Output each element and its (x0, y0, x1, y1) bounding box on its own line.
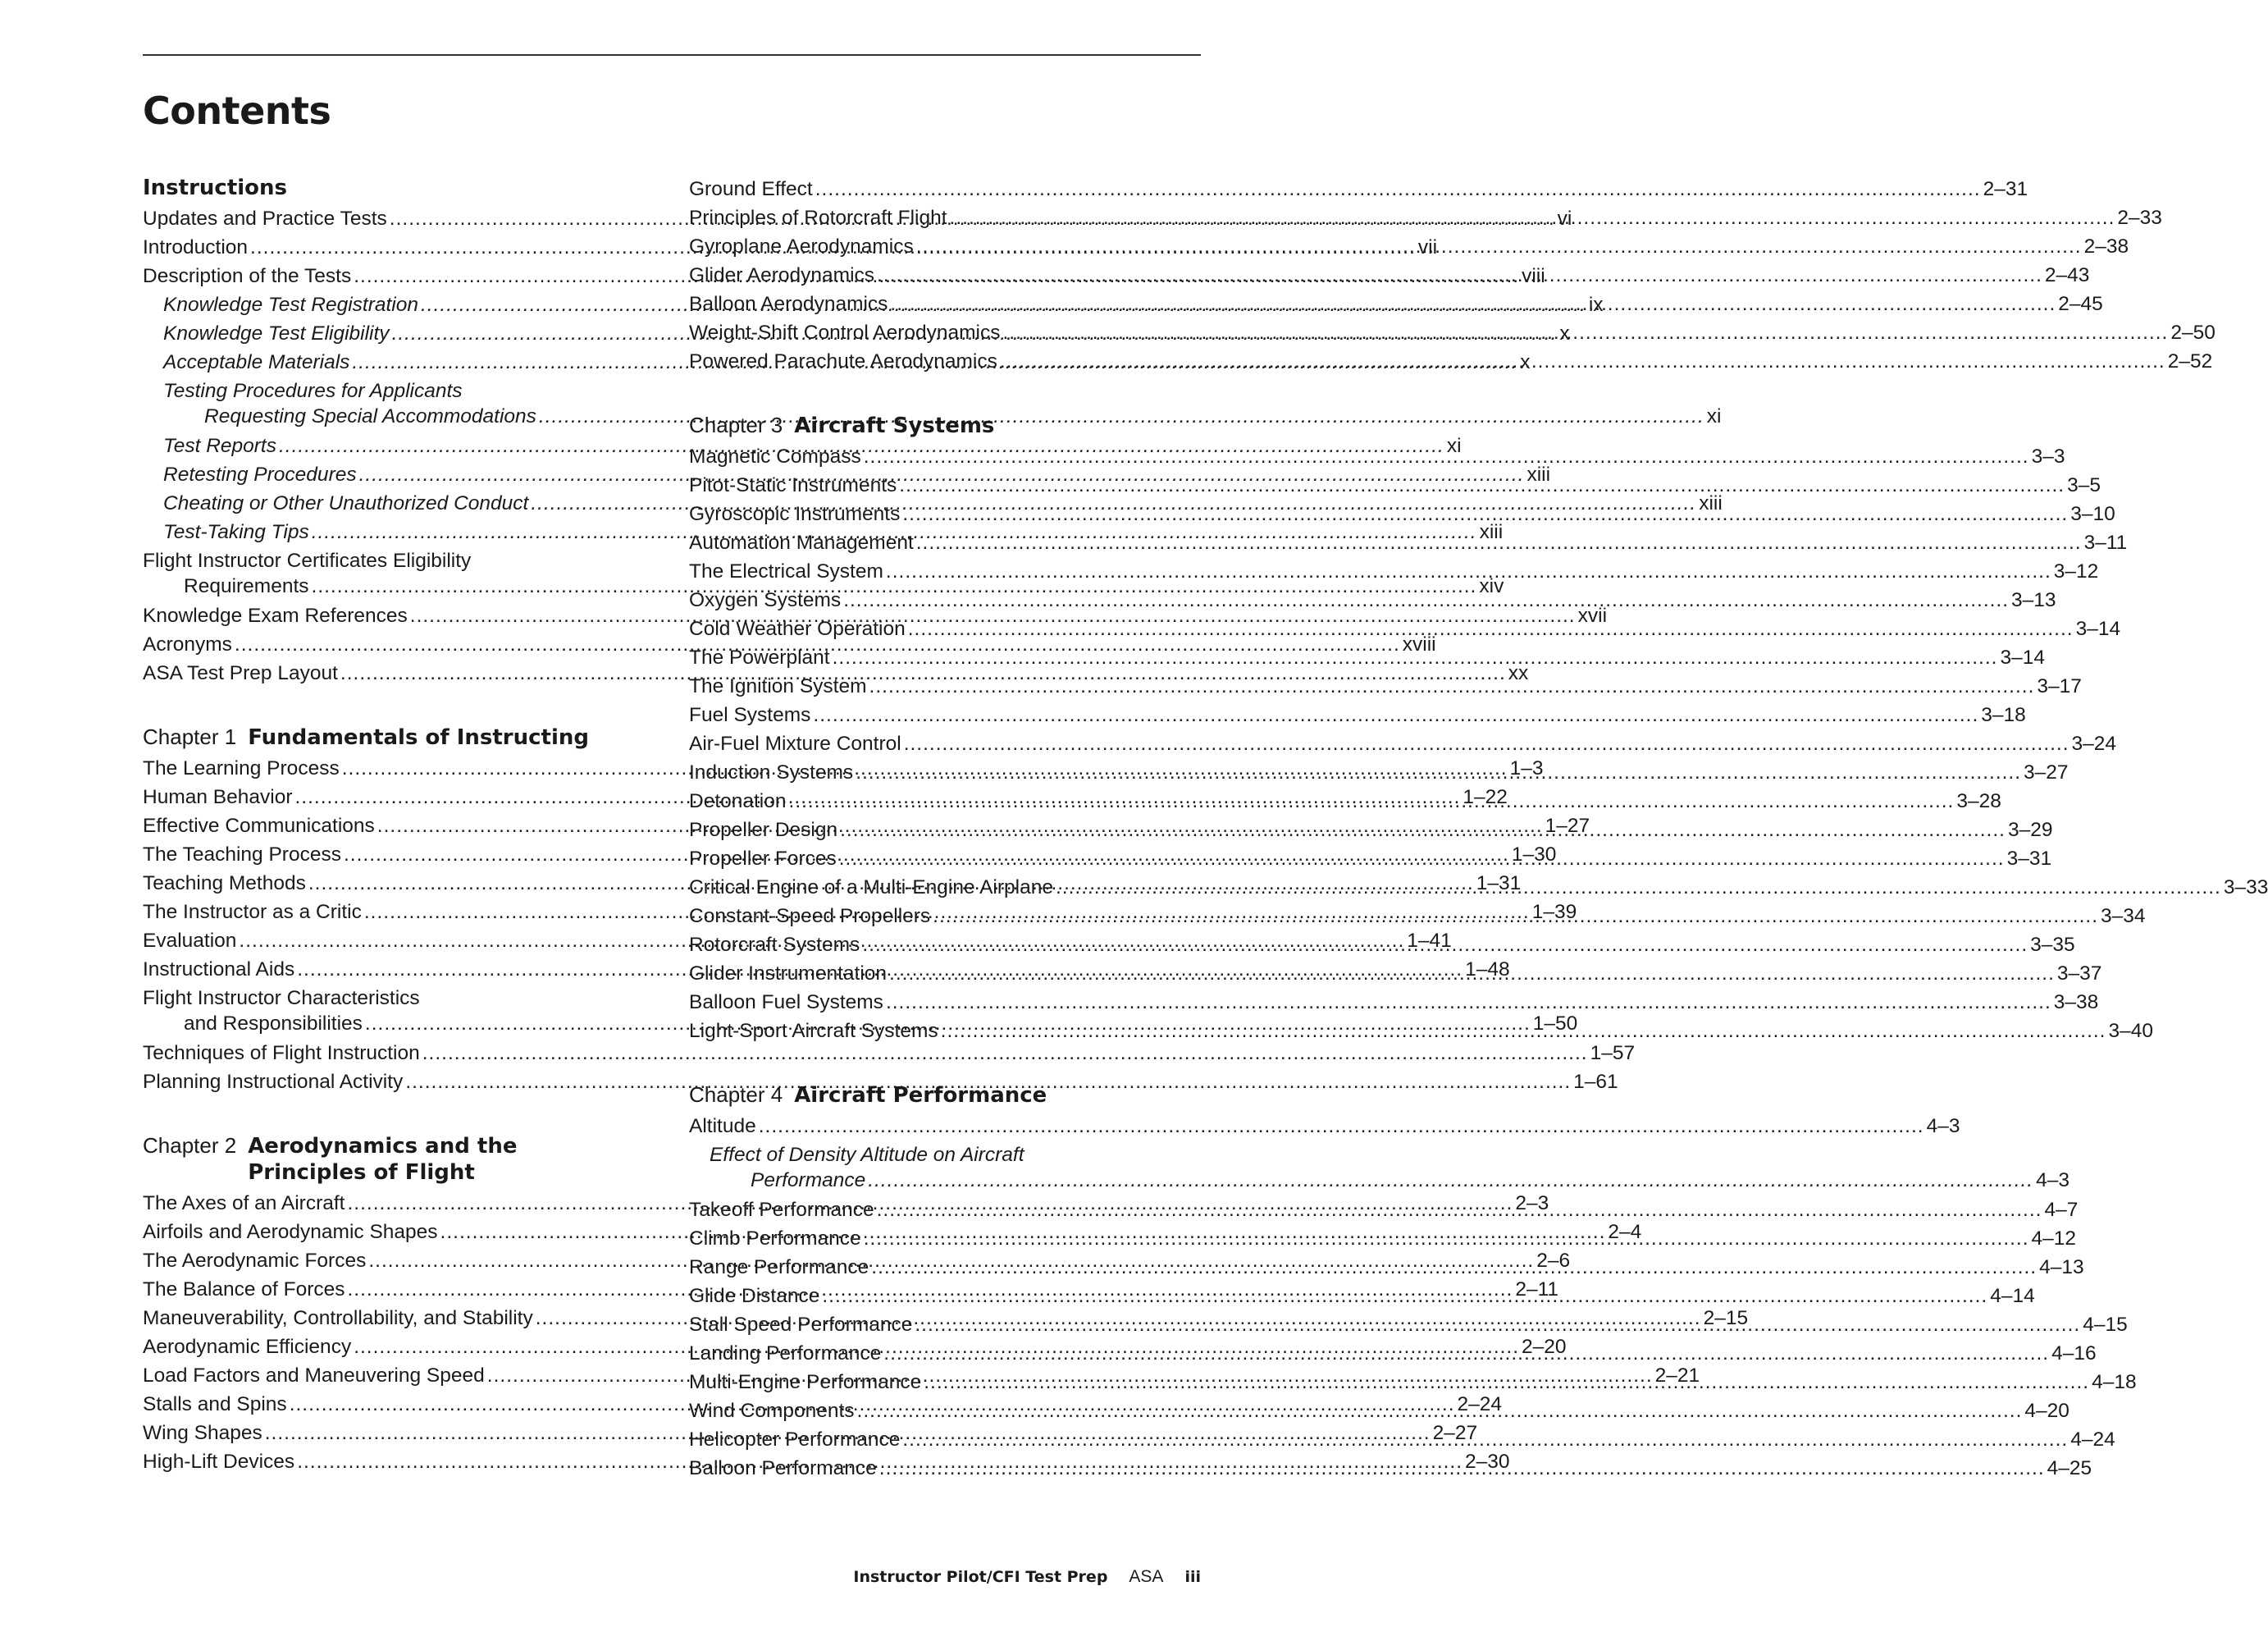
dot-leader (950, 203, 2115, 232)
chapter-title: Aircraft Performance (794, 1083, 1047, 1108)
dot-leader (833, 643, 1998, 672)
entry-page: 3–13 (2011, 589, 2056, 611)
dot-leader (856, 758, 2021, 787)
chapter-title-line: Aerodynamics and the (248, 1134, 518, 1159)
dot-leader (915, 1310, 2080, 1339)
dot-leader (933, 902, 2098, 930)
dot-leader (902, 500, 2068, 528)
entry-page: xiii (1479, 521, 1504, 543)
entry-page: 3–14 (2075, 618, 2121, 640)
entry-label: Introduction (143, 236, 249, 258)
toc-entry[interactable] (689, 988, 2099, 1017)
entry-label: High-Lift Devices (143, 1451, 295, 1473)
entry-label: Acceptable Materials (163, 351, 350, 373)
chapter-title-line: Principles of Flight (248, 1160, 475, 1185)
entry-page: 4–15 (2083, 1314, 2128, 1336)
entry-page: 3–38 (2053, 991, 2099, 1013)
entry-page: 3–11 (2083, 532, 2128, 554)
entry-label: The Axes of an Aircraft (143, 1192, 345, 1214)
entry-label: Ground Effect (689, 178, 813, 200)
dot-leader (886, 557, 2051, 586)
entry-page: 1–39 (1531, 901, 1577, 923)
entry-page: 3–10 (2070, 503, 2115, 525)
entry-page: 1–48 (1465, 958, 1510, 980)
entry-page: 2–33 (2117, 207, 2162, 229)
entry-label: Wing Shapes (143, 1422, 262, 1444)
entry-page: 4–24 (2070, 1428, 2115, 1451)
entry-page: xviii (1402, 633, 1436, 656)
entry-page: vi (1557, 208, 1572, 230)
section-heading (689, 412, 1201, 439)
entry-page: 3–12 (2053, 560, 2099, 583)
entry-page: x (1520, 351, 1531, 373)
dot-leader (904, 729, 2069, 758)
footer-publisher: ASA (1129, 1567, 1164, 1586)
entry-label: Planning Instructional Activity (143, 1071, 404, 1093)
entry-page: 1–22 (1463, 786, 1508, 808)
dot-leader (789, 787, 1955, 816)
entry-page: 3–3 (2031, 446, 2065, 468)
entry-page: 3–18 (1981, 704, 2026, 726)
dot-leader (871, 1253, 2037, 1282)
entry-page: 3–5 (2067, 474, 2101, 496)
entry-label: Effective Communications (143, 815, 375, 837)
entry-page: 1–31 (1476, 872, 1522, 894)
dot-leader (899, 471, 2065, 500)
entry-label: Wind Components (689, 1400, 855, 1422)
entry-page: 3–28 (1956, 790, 2001, 812)
entry-page: 2–31 (1983, 178, 2028, 200)
entry-label: Human Behavior (143, 786, 293, 808)
entry-continuation (143, 574, 1504, 599)
entry-label: Test Reports (163, 435, 276, 457)
entry-label: Powered Parachute Aerodynamics (689, 350, 997, 373)
dot-leader (886, 988, 2051, 1017)
dot-leader (1002, 318, 2168, 347)
entry-page: xi (1446, 435, 1462, 457)
entry-label: Weight-Shift Control Aerodynamics (689, 322, 1001, 344)
top-rule (143, 54, 1201, 56)
dot-leader (941, 1017, 2106, 1045)
dot-leader (877, 261, 2042, 290)
dot-leader (857, 1396, 2023, 1425)
entry-label: Cheating or Other Unauthorized Conduct (163, 492, 529, 514)
entry-page: 3–33 (2223, 876, 2268, 898)
entry-label: Cold Weather Operation (689, 618, 906, 640)
entry-label: Stall Speed Performance (689, 1314, 913, 1336)
entry-label: Landing Performance (689, 1342, 882, 1364)
entry-page: 3–34 (2101, 905, 2146, 927)
dot-leader (813, 701, 1978, 729)
entry-label: Airfoils and Aerodynamic Shapes (143, 1221, 438, 1243)
entry-label: The Teaching Process (143, 843, 341, 866)
entry-label: Automation Management (689, 532, 914, 554)
entry-label: Air-Fuel Mixture Control (689, 733, 901, 755)
entry-page: 2–24 (1457, 1393, 1503, 1415)
dot-leader (840, 816, 2006, 844)
dot-leader (862, 930, 2028, 959)
section-heading (143, 1132, 651, 1186)
entry-label: Critical Engine of a Multi-Engine Airplane (689, 876, 1053, 898)
chapter-number: Chapter 3 (689, 413, 783, 437)
section-heading (143, 724, 651, 751)
entry-page: xx (1508, 662, 1529, 684)
entry-page: 2–6 (1536, 1250, 1571, 1272)
chapter-number: Chapter 2 (143, 1133, 237, 1158)
entry-label: Magnetic Compass (689, 446, 861, 468)
entry-label: Pitot-Static Instruments (689, 474, 897, 496)
entry-label: Teaching Methods (143, 872, 306, 894)
entry-label: Testing Procedures for Applicants (163, 380, 463, 402)
entry-page: 3–27 (2024, 761, 2069, 784)
entry-label: Multi-Engine Performance (689, 1371, 922, 1393)
entry-label: The Aerodynamic Forces (143, 1250, 367, 1272)
chapter-title: Fundamentals of Instructing (248, 725, 589, 750)
footer-book-title: Instructor Pilot/CFI Test Prep (853, 1568, 1108, 1586)
toc-entry[interactable] (689, 347, 2213, 376)
entry-label: Detonation (689, 790, 787, 812)
entry-label: Evaluation (143, 930, 237, 952)
entry-page: x (1559, 322, 1570, 345)
dot-leader (869, 672, 2035, 701)
entry-label: ASA Test Prep Layout (143, 662, 338, 684)
dot-leader (759, 1112, 1924, 1140)
entry-label: Knowledge Test Registration (163, 294, 418, 316)
dot-leader (822, 1282, 1987, 1310)
entry-page: 4–25 (2047, 1457, 2092, 1479)
entry-page: 1–30 (1511, 843, 1557, 866)
entry-page: xi (1706, 405, 1722, 427)
entry-label: Description of the Tests (143, 265, 352, 287)
entry-label: Flight Instructor Certificates Eligibility (143, 550, 472, 572)
entry-page: 2–21 (1654, 1364, 1700, 1387)
toc-entry[interactable] (689, 701, 2026, 729)
entry-label-cont: Requirements (184, 575, 309, 597)
entry-page: 2–11 (1515, 1278, 1559, 1300)
entry-page: vii (1417, 236, 1438, 258)
entry-label: Test-Taking Tips (163, 521, 309, 543)
entry-label: Instructional Aids (143, 958, 295, 980)
entry-continuation (710, 1168, 2070, 1193)
dot-leader (864, 442, 2029, 471)
entry-page: xvii (1577, 605, 1608, 627)
dot-leader (1000, 347, 2165, 376)
entry-label: Maneuverability, Controllability, and Stability (143, 1307, 533, 1329)
entry-page: 3–35 (2030, 934, 2075, 956)
entry-label: Principles of Rotorcraft Flight (689, 207, 947, 229)
entry-label: Altitude (689, 1115, 756, 1137)
chapter-title: Aircraft Systems (794, 414, 995, 438)
entry-page: xiii (1699, 492, 1723, 514)
entry-page: 2–52 (2167, 350, 2213, 373)
dot-leader (879, 1454, 2045, 1483)
dot-leader (868, 1168, 2033, 1193)
entry-page: 2–30 (1465, 1451, 1510, 1473)
entry-page: 2–38 (2083, 235, 2129, 258)
entry-page: 3–14 (2000, 647, 2045, 669)
chapter-number: Chapter 4 (689, 1082, 783, 1107)
entry-label: Balloon Performance (689, 1457, 877, 1479)
dot-leader (889, 959, 2055, 988)
entry-label: Light-Sport Aircraft Systems (689, 1020, 938, 1042)
entry-page: 2–50 (2170, 322, 2216, 344)
entry-label: Glider Instrumentation (689, 962, 888, 985)
entry-page: ix (1588, 294, 1604, 316)
entry-page: 4–14 (1990, 1285, 2035, 1307)
entry-page: 1–27 (1545, 815, 1590, 837)
entry-page: 2–43 (2044, 264, 2090, 286)
entry-page: xiv (1479, 575, 1504, 597)
entry-label: Flight Instructor Characteristics (143, 987, 420, 1009)
entry-page: 1–57 (1590, 1042, 1636, 1064)
entry-label: Aerodynamic Efficiency (143, 1336, 352, 1358)
entry-page: 2–27 (1432, 1422, 1478, 1444)
entry-label: Balloon Aerodynamics (689, 293, 888, 315)
dot-leader (916, 528, 2082, 557)
entry-page: 1–3 (1509, 757, 1544, 779)
entry-label: Rotorcraft Systems (689, 934, 860, 956)
entry-label-cont: Performance (751, 1169, 866, 1191)
dot-leader (1056, 873, 2221, 902)
entry-page: 2–4 (1608, 1221, 1642, 1243)
entry-page: viii (1522, 265, 1545, 287)
entry-label: Propeller Design (689, 819, 838, 841)
section-heading (143, 175, 651, 201)
dot-leader (839, 844, 2005, 873)
entry-label: Knowledge Exam References (143, 605, 408, 627)
toc-entry[interactable] (689, 1140, 2070, 1195)
entry-label: Effect of Density Altitude on Aircraft (710, 1144, 1024, 1166)
entry-label: Takeoff Performance (689, 1199, 874, 1221)
toc-entry[interactable] (689, 1112, 1960, 1140)
entry-label: The Learning Process (143, 757, 340, 779)
entry-label-cont: Requesting Special Accommodations (204, 405, 536, 427)
entry-page: 4–7 (2044, 1199, 2079, 1221)
dot-leader (916, 232, 2082, 261)
entry-page: 3–24 (2071, 733, 2117, 755)
chapter-title (248, 1133, 517, 1186)
chapter-number: Chapter 1 (143, 725, 237, 749)
entry-label: Constant-Speed Propellers (689, 905, 931, 927)
entry-page: 2–15 (1703, 1307, 1749, 1329)
entry-label: Glider Aerodynamics (689, 264, 875, 286)
dot-leader (924, 1368, 2089, 1396)
entry-label: Balloon Fuel Systems (689, 991, 883, 1013)
page-footer (853, 1567, 1201, 1587)
entry-label: Gyroscopic Instruments (689, 503, 901, 525)
dot-leader (877, 1195, 2042, 1224)
dot-leader (843, 586, 2009, 615)
entry-label: Acronyms (143, 633, 232, 656)
entry-page: 3–31 (2006, 848, 2052, 870)
entry-page: xiii (1526, 464, 1551, 486)
dot-leader (902, 1425, 2068, 1454)
entry-page: 4–3 (1926, 1115, 1960, 1137)
toc-entry[interactable] (689, 318, 2216, 347)
entry-label: Induction Systems (689, 761, 854, 784)
entry-label: Techniques of Flight Instruction (143, 1042, 420, 1064)
toc-entry[interactable] (689, 175, 2028, 203)
chapter-title: Instructions (143, 176, 288, 200)
entry-label: Oxygen Systems (689, 589, 842, 611)
entry-label: Stalls and Spins (143, 1393, 287, 1415)
dot-leader (883, 1339, 2049, 1368)
entry-page: 4–16 (2051, 1342, 2097, 1364)
entry-page: 4–13 (2039, 1256, 2084, 1278)
entry-page: 3–17 (2037, 675, 2082, 697)
entry-label: Gyroplane Aerodynamics (689, 235, 914, 258)
entry-label: Retesting Procedures (163, 464, 357, 486)
entry-page: 2–20 (1522, 1336, 1567, 1358)
entry-label: Propeller Forces (689, 848, 837, 870)
entry-label: Glide Distance (689, 1285, 820, 1307)
section-heading (689, 1081, 1201, 1108)
entry-label: The Powerplant (689, 647, 830, 669)
entry-page: 3–40 (2108, 1020, 2154, 1042)
dot-leader (864, 1224, 2029, 1253)
entry-label: The Balance of Forces (143, 1278, 345, 1300)
entry-label: Helicopter Performance (689, 1428, 901, 1451)
page-title: Contents (143, 89, 331, 133)
entry-page: 4–12 (2031, 1227, 2077, 1250)
entry-page: 4–3 (2036, 1169, 2070, 1191)
entry-label: Fuel Systems (689, 704, 811, 726)
entry-page: 4–18 (2092, 1371, 2137, 1393)
entry-label: Updates and Practice Tests (143, 208, 387, 230)
dot-leader (908, 615, 2074, 643)
entry-page: 1–50 (1532, 1012, 1578, 1035)
entry-page: 3–37 (2056, 962, 2102, 985)
entry-label: Knowledge Test Eligibility (163, 322, 390, 345)
entry-label: The Electrical System (689, 560, 883, 583)
entry-page: 3–29 (2007, 819, 2053, 841)
entry-label: The Ignition System (689, 675, 867, 697)
entry-page: 1–41 (1407, 930, 1452, 952)
footer-page-number: iii (1184, 1568, 1201, 1586)
entry-page: 2–3 (1515, 1192, 1549, 1214)
entry-label: Range Performance (689, 1256, 869, 1278)
toc-entry[interactable] (143, 1039, 1636, 1067)
dot-leader (815, 175, 1981, 203)
entry-page: 1–61 (1573, 1071, 1618, 1093)
entry-label: The Instructor as a Critic (143, 901, 362, 923)
entry-page: 2–45 (2058, 293, 2103, 315)
entry-label: Climb Performance (689, 1227, 861, 1250)
entry-label-cont: and Responsibilities (184, 1012, 363, 1035)
entry-label: Load Factors and Maneuvering Speed (143, 1364, 485, 1387)
entry-page: 4–20 (2024, 1400, 2069, 1422)
toc-entry[interactable] (689, 729, 2117, 758)
dot-leader (890, 290, 2056, 318)
